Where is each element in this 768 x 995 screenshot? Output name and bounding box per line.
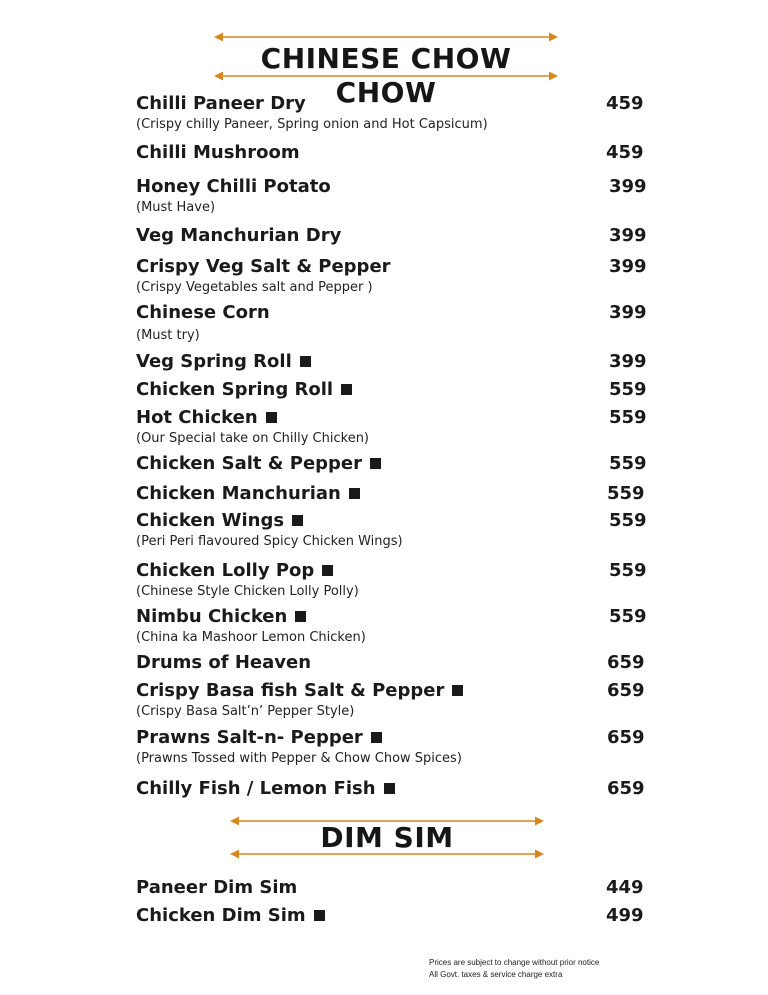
menu-item-description: (Prawns Tossed with Pepper & Chow Chow Spices) (136, 751, 462, 766)
menu-item-price: 559 (609, 510, 647, 531)
menu-item-name-text: Chilly Fish / Lemon Fish (136, 778, 376, 799)
menu-item-price: 399 (609, 351, 647, 372)
menu-item-price: 559 (609, 606, 647, 627)
menu-item-name (136, 176, 331, 198)
nonveg-square-icon (349, 488, 360, 499)
menu-item-name-text: Chicken Lolly Pop (136, 560, 315, 581)
menu-item-name (136, 302, 270, 324)
menu-item-name (136, 142, 300, 164)
menu-item-name-text: Chilli Paneer Dry (136, 93, 306, 114)
menu-item-description: (Must Have) (136, 200, 216, 215)
nonveg-square-icon (341, 384, 352, 395)
menu-item-name-text: Veg Manchurian Dry (136, 225, 342, 246)
menu-item-price: 399 (609, 256, 647, 277)
menu-item-name (136, 407, 277, 429)
menu-item-name (136, 510, 303, 532)
menu-item-price: 559 (609, 379, 647, 400)
menu-item-name (136, 727, 382, 749)
menu-item-name-text: Veg Spring Roll (136, 351, 292, 372)
footnote-taxes: All Govt. taxes & service charge extra (429, 970, 563, 979)
menu-item-name-text: Chicken Wings (136, 510, 285, 531)
menu-item-price: 459 (606, 93, 644, 114)
menu-item-price: 559 (609, 560, 647, 581)
menu-item-name (136, 560, 333, 582)
menu-item-description: (China ka Mashoor Lemon Chicken) (136, 630, 366, 645)
nonveg-square-icon (452, 685, 463, 696)
menu-item-price: 659 (607, 727, 645, 748)
menu-item-price: 399 (609, 225, 647, 246)
menu-item-description: (Our Special take on Chilly Chicken) (136, 431, 370, 446)
menu-item-name (136, 905, 325, 927)
menu-item-name-text: Honey Chilli Potato (136, 176, 331, 197)
menu-item-name-text: Chicken Manchurian (136, 483, 341, 504)
nonveg-square-icon (266, 412, 277, 423)
menu-item-name-text: Hot Chicken (136, 407, 258, 428)
menu-item-name-text: Prawns Salt-n- Pepper (136, 727, 363, 748)
footnote-price-change: Prices are subject to change without prior notice (429, 958, 600, 967)
menu-item-description: (Peri Peri flavoured Spicy Chicken Wings) (136, 534, 403, 549)
menu-item-price: 559 (607, 483, 645, 504)
menu-item-name-text: Crispy Veg Salt & Pepper (136, 256, 391, 277)
menu-item-description: (Chinese Style Chicken Lolly Polly) (136, 584, 359, 599)
menu-item-name-text: Chilli Mushroom (136, 142, 300, 163)
menu-item-name-text: Nimbu Chicken (136, 606, 288, 627)
menu-item-name-text: Paneer Dim Sim (136, 877, 298, 898)
menu-item-description: (Crispy Vegetables salt and Pepper ) (136, 280, 373, 295)
section-divider-bottom-arrow-icon (214, 70, 558, 82)
menu-item-price: 399 (609, 176, 647, 197)
menu-item-price: 459 (606, 142, 644, 163)
menu-item-name (136, 225, 341, 247)
menu-item-name-text: Chicken Dim Sim (136, 905, 306, 926)
menu-item-name (136, 680, 463, 702)
nonveg-square-icon (371, 732, 382, 743)
menu-item-name-text: Crispy Basa fish Salt & Pepper (136, 680, 445, 701)
section-title-chinese-chow-chow: CHINESE CHOW CHOW (260, 42, 512, 109)
menu-item-price: 659 (607, 652, 645, 673)
menu-item-price: 559 (609, 453, 647, 474)
menu-item-name (136, 379, 352, 401)
menu-item-name (136, 93, 306, 115)
menu-item-description: (Must try) (136, 328, 200, 343)
section-title-dim-sim: DIM SIM (320, 821, 454, 854)
nonveg-square-icon (370, 458, 381, 469)
menu-item-name (136, 778, 395, 800)
menu-item-name (136, 652, 311, 674)
menu-item-name (136, 256, 391, 278)
menu-item-price: 659 (607, 778, 645, 799)
nonveg-square-icon (300, 356, 311, 367)
menu-item-name-text: Chicken Spring Roll (136, 379, 334, 400)
nonveg-square-icon (314, 910, 325, 921)
menu-item-description: (Crispy Basa Salt’n’ Pepper Style) (136, 704, 355, 719)
menu-item-price: 559 (609, 407, 647, 428)
menu-item-name (136, 877, 297, 899)
menu-item-name-text: Drums of Heaven (136, 652, 312, 673)
section-divider-bottom-arrow-icon (230, 848, 544, 860)
nonveg-square-icon (295, 611, 306, 622)
menu-item-name (136, 453, 381, 475)
nonveg-square-icon (292, 515, 303, 526)
nonveg-square-icon (322, 565, 333, 576)
menu-item-name (136, 606, 306, 628)
menu-item-price: 449 (606, 877, 644, 898)
nonveg-square-icon (384, 783, 395, 794)
menu-item-name-text: Chicken Salt & Pepper (136, 453, 363, 474)
menu-item-name (136, 351, 311, 373)
menu-item-description: (Crispy chilly Paneer, Spring onion and Hot Capsicum) (136, 117, 488, 132)
menu-item-name-text: Chinese Corn (136, 302, 270, 323)
menu-item-name (136, 483, 360, 505)
menu-item-price: 499 (606, 905, 644, 926)
menu-item-price: 659 (607, 680, 645, 701)
menu-item-price: 399 (609, 302, 647, 323)
